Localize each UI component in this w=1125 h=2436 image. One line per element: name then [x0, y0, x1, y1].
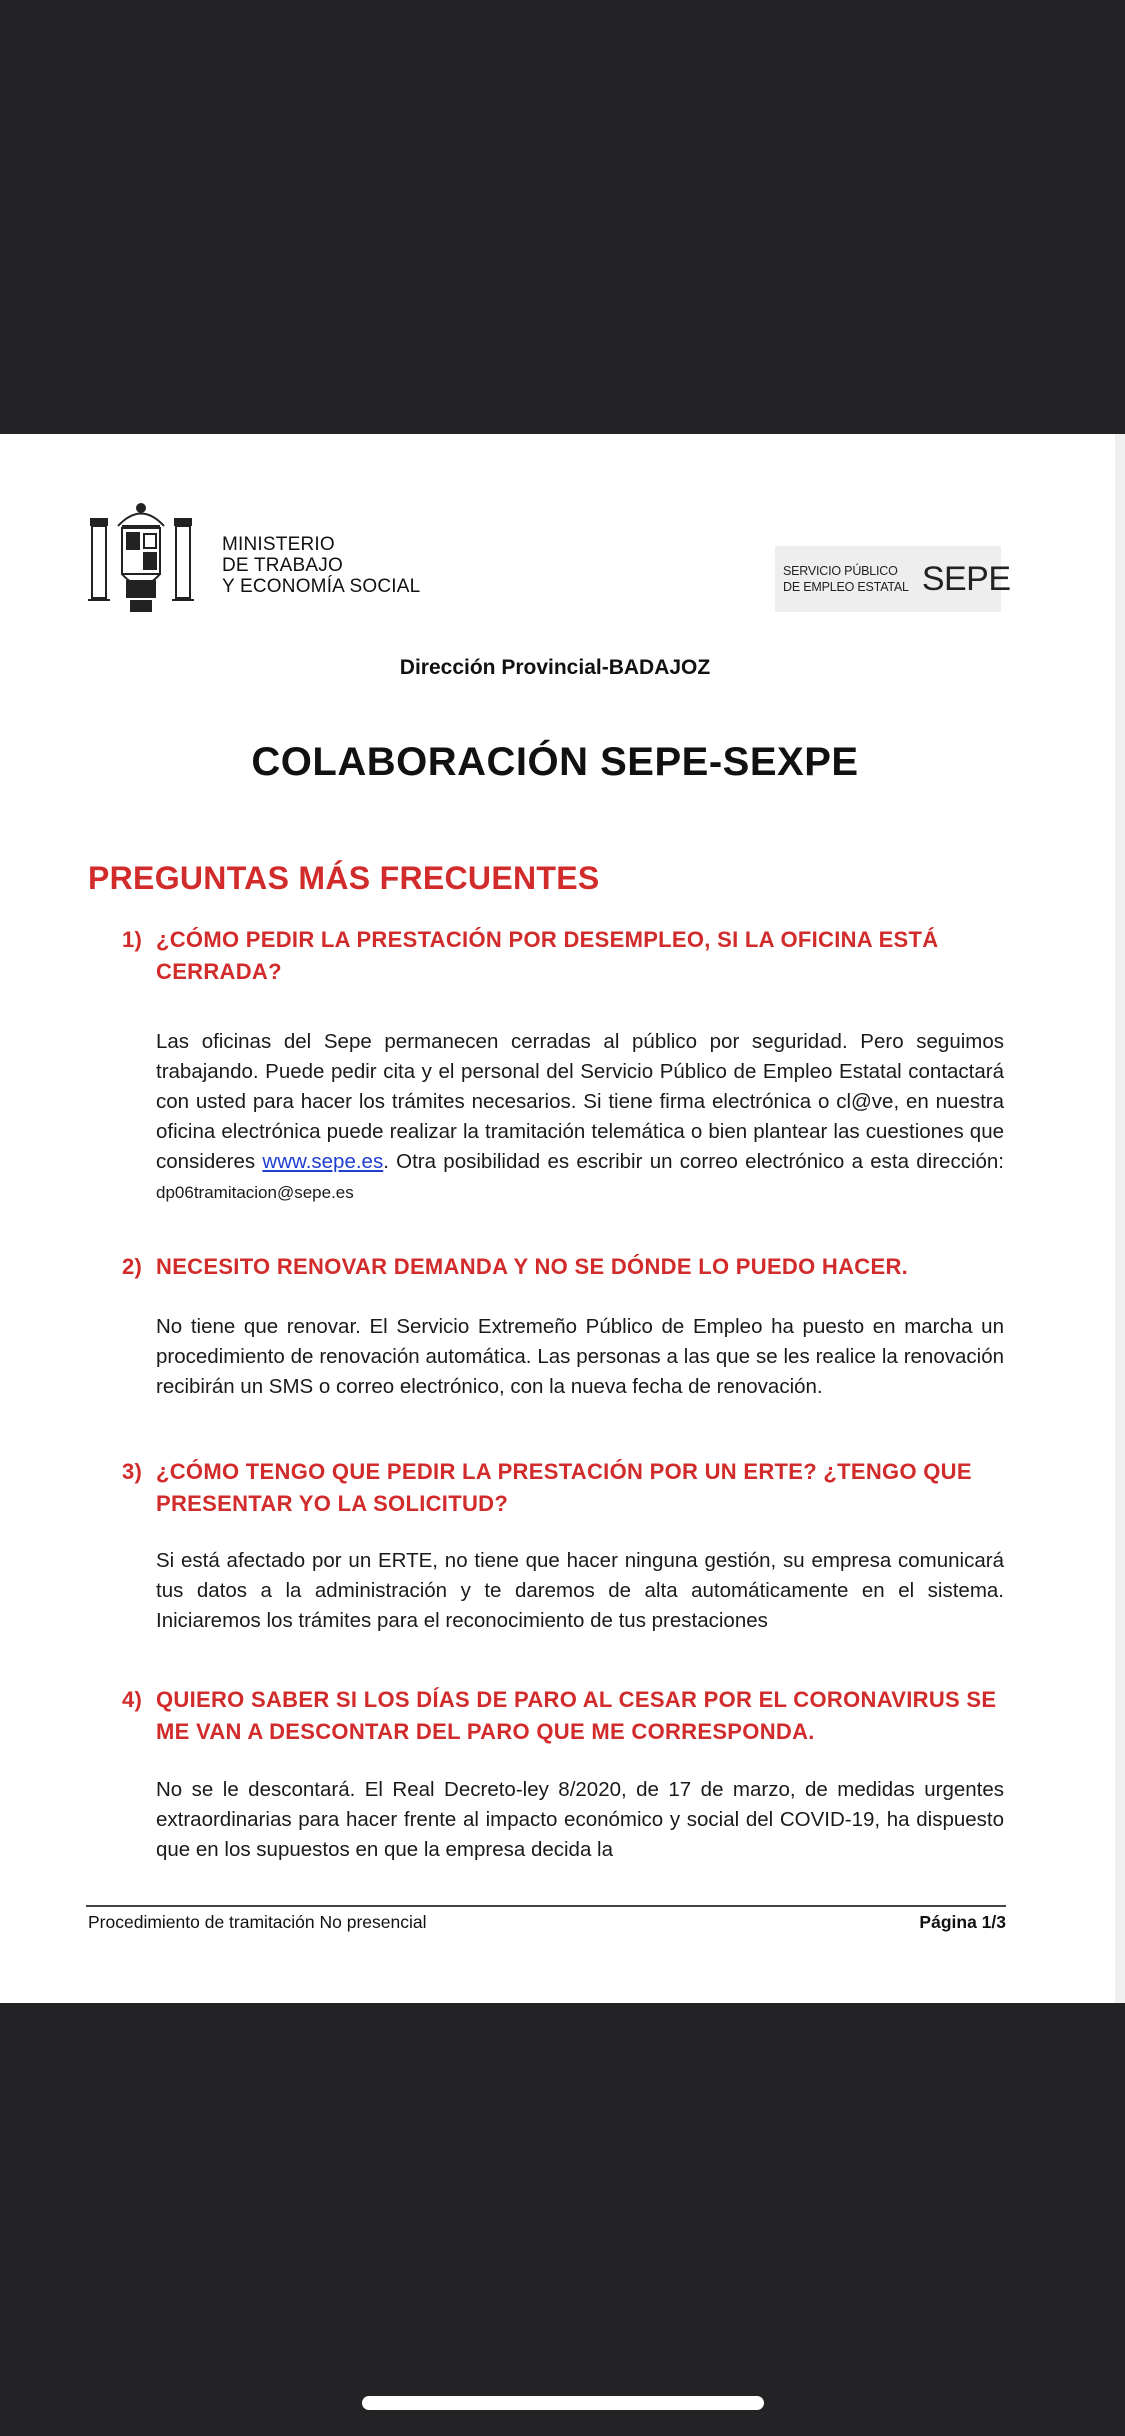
contact-email: dp06tramitacion@sepe.es	[156, 1183, 354, 1202]
faq-question-text-2: NECESITO RENOVAR DEMANDA Y NO SE DÓNDE LO PUEDO HACER.	[156, 1254, 909, 1279]
faq-answer-3: Si está afectado por un ERTE, no tiene que hacer ninguna gestión, su empresa comunicará tus datos a la administración y te daremos de alta automáticamente en el sistema. Iniciaremos los trámites para el reconocimiento de tus prestaciones	[156, 1549, 1004, 1632]
footer-procedure: Procedimiento de tramitación No presencial	[88, 1912, 427, 1932]
ministry-name	[222, 534, 420, 597]
home-indicator[interactable]	[362, 2396, 764, 2410]
faq-question-2	[122, 1251, 1007, 1283]
document-title: COLABORACIÓN SEPE-SEXPE	[251, 740, 859, 784]
top-dark-area	[0, 0, 1125, 434]
sepe-logo-subtitle	[783, 563, 909, 595]
page-edge	[1115, 434, 1125, 2003]
faq-number-3: 3)	[122, 1459, 143, 1484]
faq-answer-2: No tiene que renovar. El Servicio Extremeño Público de Empleo ha puesto en marcha un procedimiento de renovación automática. Las personas a las que se les realice la renovación recibirán un SMS o correo electrónico, con la nueva fecha de renovación.	[156, 1315, 1004, 1398]
page-number: Página 1/3	[919, 1912, 1006, 1932]
footer-divider	[86, 1905, 1006, 1907]
faq-answer-text-1: Las oficinas del Sepe permanecen cerradas al público por seguridad. Pero seguimos trabajando. Puede pedir cita y el personal del Servicio Público de Empleo Estatal contactará con usted para hacer los trámites necesarios. Si tiene firma electrónica o cl@ve, en nuestra oficina electrónica puede realizar la tramitación telemática o bien plantear las cuestiones que consideres	[156, 1030, 1004, 1173]
faq-question-text-1: ¿CÓMO PEDIR LA PRESTACIÓN POR DESEMPLEO, SI LA OFICINA ESTÁ CERRADA?	[156, 927, 939, 984]
sepe-logo-line-1: SERVICIO PÚBLICO	[783, 564, 898, 578]
ministry-line-3: Y ECONOMÍA SOCIAL	[222, 576, 421, 597]
provincial-heading: Dirección Provincial-BADAJOZ	[399, 656, 711, 679]
bottom-dark-area	[0, 2003, 1125, 2436]
ministry-line-2: DE TRABAJO	[222, 555, 343, 576]
faq-question-4	[122, 1684, 1007, 1748]
sepe-logo-acronym: SEPE	[921, 559, 1011, 598]
faq-answer-1	[156, 1027, 1004, 1208]
faq-section-title: PREGUNTAS MÁS FRECUENTES	[88, 860, 600, 896]
faq-number-4: 4)	[122, 1687, 143, 1712]
sepe-website-link[interactable]: www.sepe.es	[262, 1150, 384, 1173]
document-page	[0, 434, 1125, 2003]
coat-of-arms-icon	[82, 496, 200, 620]
faq-number-1: 1)	[122, 927, 143, 952]
faq-answer-continuation-1: . Otra posibilidad es escribir un correo electrónico a esta dirección:	[383, 1150, 1004, 1173]
faq-question-1	[122, 924, 1007, 988]
sepe-logo-line-2: DE EMPLEO ESTATAL	[783, 580, 909, 594]
faq-question-3	[122, 1456, 1007, 1520]
faq-number-2: 2)	[122, 1254, 143, 1279]
faq-question-text-3: ¿CÓMO TENGO QUE PEDIR LA PRESTACIÓN POR UN ERTE? ¿TENGO QUE PRESENTAR YO LA SOLICITUD?	[156, 1459, 972, 1516]
faq-answer-4: No se le descontará. El Real Decreto-ley 8/2020, de 17 de marzo, de medidas urgentes extraordinarias para hacer frente al impacto económico y social del COVID-19, ha dispuesto que en los supuestos en que la empresa decida la	[156, 1778, 1004, 1861]
faq-question-text-4: QUIERO SABER SI LOS DÍAS DE PARO AL CESAR POR EL CORONAVIRUS SE ME VAN A DESCONTAR DEL PARO QUE ME CORRESPONDA.	[156, 1687, 997, 1744]
ministry-line-1: MINISTERIO	[222, 534, 335, 555]
sepe-logo	[775, 546, 1011, 612]
